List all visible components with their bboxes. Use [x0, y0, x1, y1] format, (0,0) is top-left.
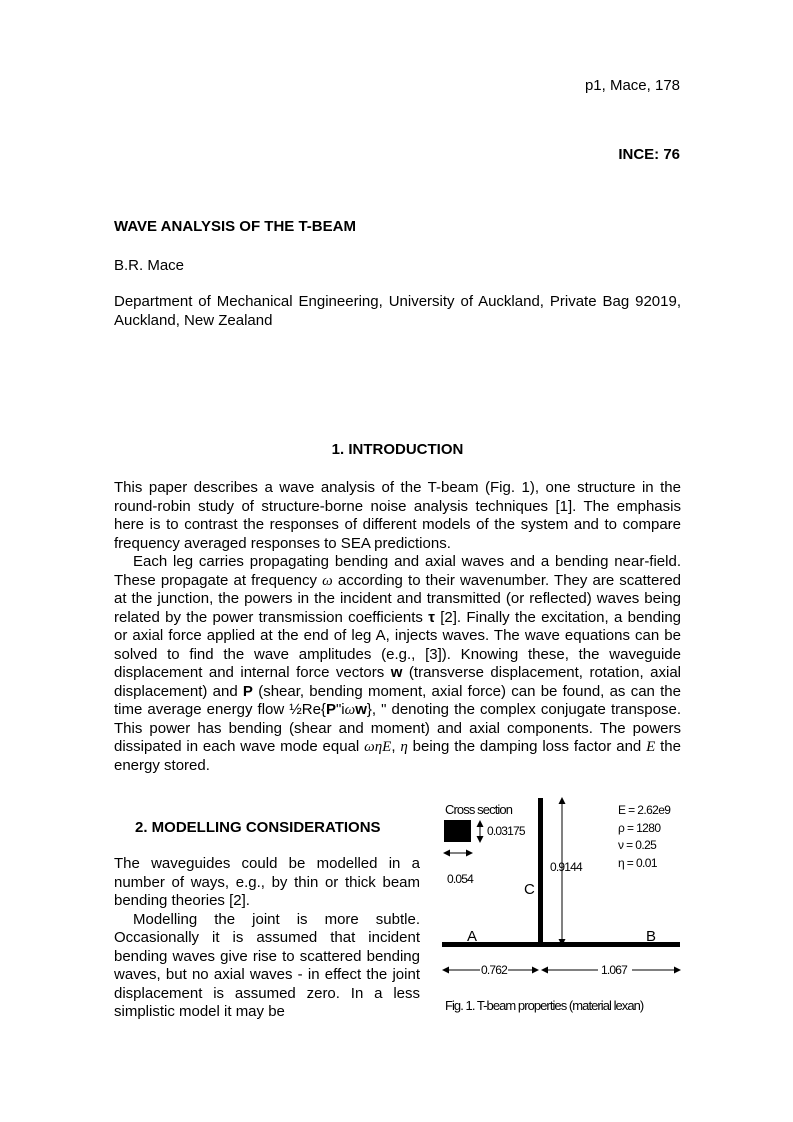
leg-b-label: B	[646, 928, 657, 945]
cross-section-rect	[444, 820, 471, 842]
author: B.R. Mace	[114, 257, 185, 274]
horizontal-beam-ab	[442, 942, 680, 947]
modelling-paragraph-1: The waveguides could be modelled in a number of ways, e.g., by thin or thick beam bending theories [2].	[114, 855, 420, 909]
prop-density: ρ = 1280	[618, 821, 661, 835]
intro-heading: 1. INTRODUCTION	[331, 441, 464, 458]
leg-a-label: A	[467, 928, 478, 945]
modelling-body	[114, 855, 420, 1022]
affiliation: Department of Mechanical Engineering, University of Auckland, Private Bag 92019, Auckland, New Zealand	[114, 293, 681, 329]
paper-title: WAVE ANALYSIS OF THE T-BEAM	[114, 218, 356, 235]
width-dimension-label: 0.054	[447, 872, 474, 886]
leg-c-beam	[538, 798, 543, 944]
cross-section-label: Cross section	[445, 802, 513, 817]
height-dimension-label: 0.03175	[487, 824, 525, 838]
conference-code: INCE: 76	[618, 146, 680, 163]
figure-caption: Fig. 1. T-beam properties (material lexan)	[445, 998, 644, 1013]
modelling-heading: 2. MODELLING CONSIDERATIONS	[135, 819, 381, 836]
leg-c-length-label: 0.9144	[550, 860, 582, 874]
leg-b-length-label: 1.067	[601, 963, 628, 977]
intro-body	[114, 479, 681, 775]
prop-youngs-modulus: E = 2.62e9	[618, 803, 671, 817]
page-reference: p1, Mace, 178	[584, 77, 680, 94]
figure-t-beam	[440, 795, 690, 1020]
leg-a-length-label: 0.762	[481, 963, 508, 977]
leg-c-label: C	[524, 881, 535, 898]
prop-loss-factor: η = 0.01	[618, 856, 657, 870]
modelling-paragraph-2: Modelling the joint is more subtle. Occasionally it is assumed that incident bending waves give rise to scattered bending waves, but no axial waves - in effect the joint displacement is assumed zero. In a less simplistic model it may be	[114, 910, 420, 1020]
prop-poisson-ratio: ν = 0.25	[618, 838, 657, 852]
intro-paragraph-1: This paper describes a wave analysis of the T-beam (Fig. 1), one structure in the round-robin study of structure-borne noise analysis techniques [1]. The emphasis here is to contrast the responses of different models of the system and to compare frequency averaged responses to SEA predictions.	[114, 479, 681, 552]
intro-paragraph-2: Each leg carries propagating bending and axial waves and a bending near-field. These propagate at frequency ω according to their wavenumber. They are scattered at the junction, the powers in the incident and transmitted (or reflected) waves being related by the power transmission coefficients τ [2]. Finally the excitation, a bending or axial force applied at the end of leg A, injects waves. The wave equations can be solved to find the wave amplitudes (e.g., [3]). Knowing these, the waveguide displacement and internal force vectors w (transverse displacement, rotation, axial displacement) and P (shear, bending moment, axial force) can be found, as can the time average energy flow ½Re{P"iωw}, " denoting the complex conjugate transpose. This power has bending (shear and moment) and axial components. The powers dissipated in each wave mode equal ωηE, η being the damping loss factor and E the energy stored.	[114, 553, 681, 774]
